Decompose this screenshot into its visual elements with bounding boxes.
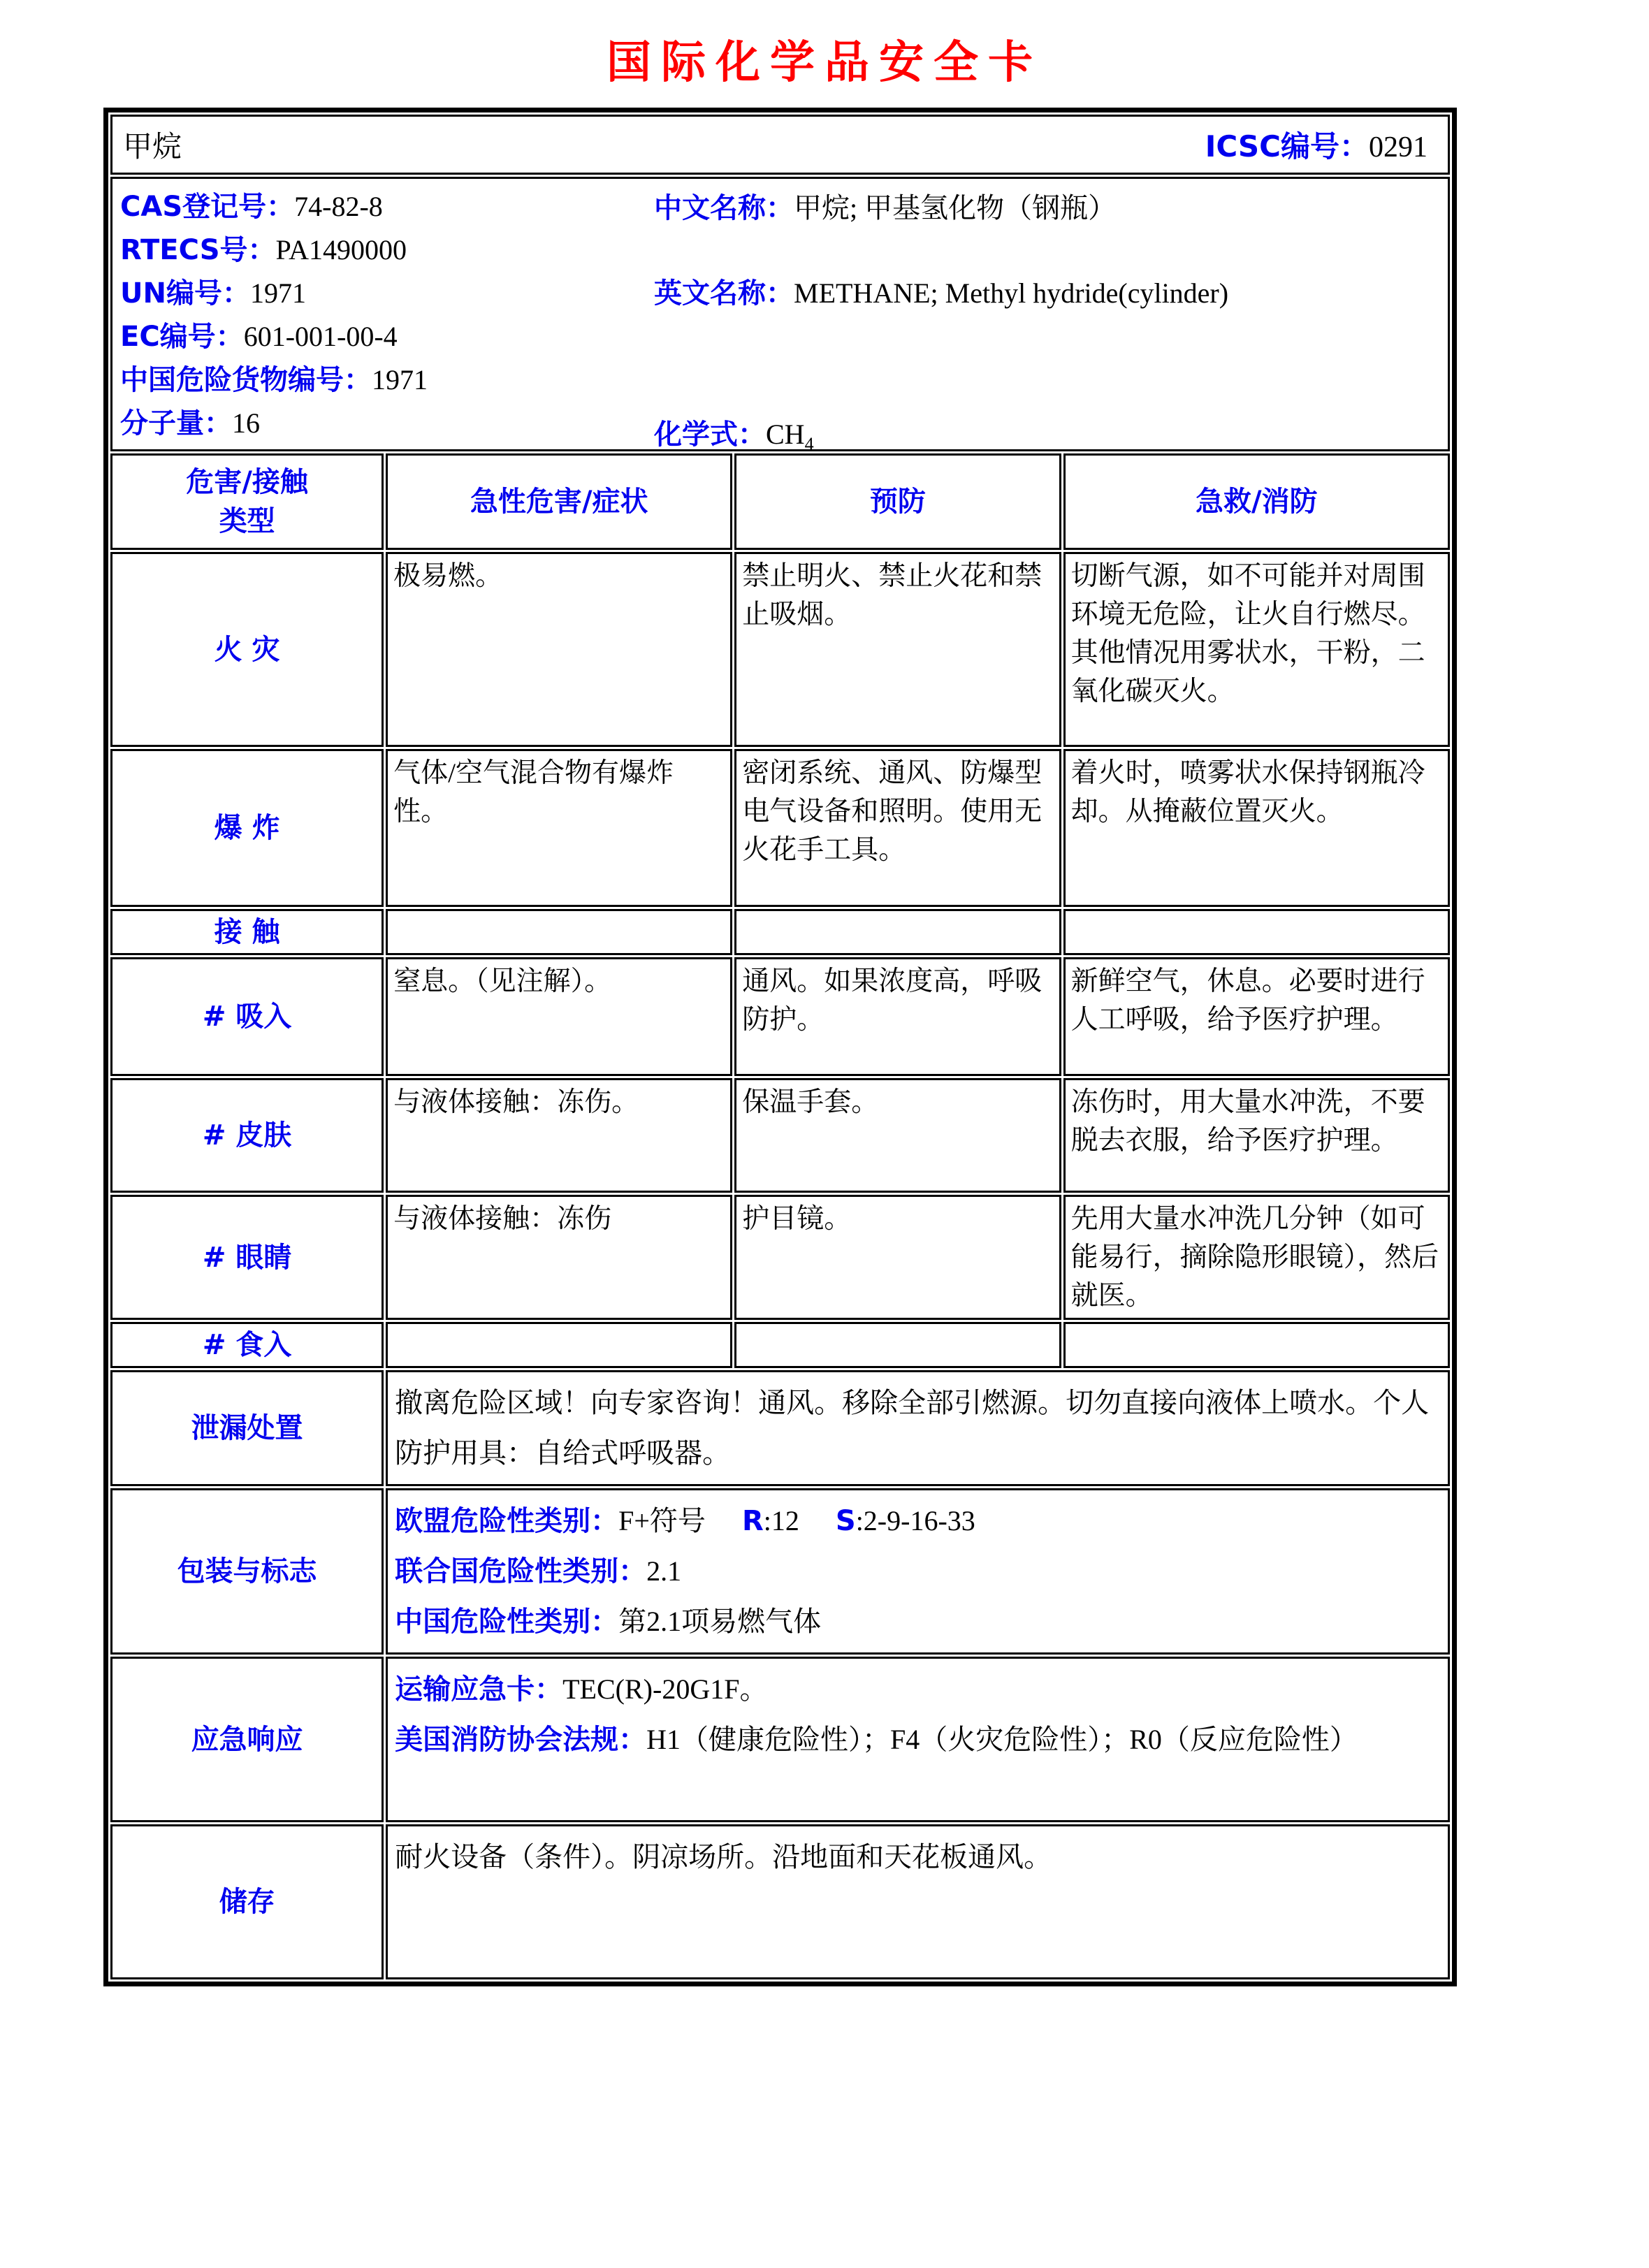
un-class-label: 联合国危险性类别： (395, 1555, 647, 1587)
eu-class-label: 欧盟危险性类别： (395, 1505, 619, 1537)
row-label-storage: 储存 (110, 1824, 384, 1979)
emergency-nfpa-line (395, 1715, 1441, 1765)
table-row-eyes (110, 1195, 1450, 1320)
table-row-inhalation (110, 957, 1450, 1076)
eyes-prevention-cell: 护目镜。 (734, 1195, 1061, 1320)
formula-value: $CH_4$ (766, 419, 814, 454)
row-label-explosion: 爆 炸 (110, 749, 384, 907)
cn-class-label: 中国危险性类别： (395, 1606, 619, 1638)
icsc-number (1205, 124, 1428, 166)
spill-content-cell: 撤离危险区域！向专家咨询！通风。移除全部引燃源。切勿直接向液体上喷水。个人防护用具：自给式呼吸器。 (386, 1370, 1450, 1486)
identifier-ec (120, 315, 1447, 358)
page-title: 国际化学品安全卡 (606, 37, 1043, 89)
identifier-label: UN编号： (120, 277, 250, 310)
ingestion-symptom-cell (386, 1322, 732, 1368)
emergency-content-cell (386, 1657, 1450, 1822)
table-row-contact (110, 909, 1450, 955)
chinese-name-value: 甲烷; 甲基氢化物（钢瓶） (794, 192, 1117, 224)
identifier-label: EC编号： (120, 321, 244, 353)
column-header-prevention: 预防 (734, 453, 1061, 550)
ingestion-prevention-cell (734, 1322, 1061, 1368)
chinese-name-line (654, 189, 1451, 228)
table-row-skin (110, 1078, 1450, 1193)
row-label-contact: 接 触 (110, 909, 384, 955)
row-label-inhalation: # 吸入 (110, 957, 384, 1076)
identifier-label: 中国危险货物编号： (120, 364, 372, 396)
column-header-first-aid: 急救/消防 (1063, 453, 1450, 550)
packaging-un-line (395, 1546, 1441, 1597)
formula-subscript: 4 (804, 434, 814, 454)
nfpa-label: 美国消防协会法规： (395, 1724, 647, 1756)
identifier-rtecs (120, 228, 1447, 272)
inhalation-symptom-cell: 窒息。（见注解）。 (386, 957, 732, 1076)
english-name-value: METHANE; Methyl hydride(cylinder) (794, 277, 1229, 309)
emergency-tec-line (395, 1664, 1441, 1715)
inhalation-prevention-cell: 通风。如果浓度高，呼吸防护。 (734, 957, 1061, 1076)
icsc-number-value: 0291 (1369, 131, 1428, 163)
info-row (110, 177, 1450, 451)
column-header-symptoms: 急性危害/症状 (386, 453, 732, 550)
r-phrase-value: :12 (763, 1505, 799, 1536)
packaging-eu-line (395, 1496, 1441, 1546)
identifier-value: 601-001-00-4 (243, 321, 398, 352)
tec-card-label: 运输应急卡： (395, 1673, 563, 1706)
row-label-fire: 火 灾 (110, 552, 384, 747)
fire-response-cell: 切断气源，如不可能并对周围环境无危险，让火自行燃尽。其他情况用雾状水，干粉，二氧化碳灭火。 (1063, 552, 1450, 747)
chinese-name-label: 中文名称： (654, 192, 794, 224)
info-cell (110, 177, 1450, 454)
r-phrase-label: R (741, 1505, 764, 1537)
row-label-emergency: 应急响应 (110, 1657, 384, 1822)
explosion-symptom-cell: 气体/空气混合物有爆炸性。 (386, 749, 732, 907)
identifier-label: CAS登记号： (120, 191, 295, 223)
contact-symptom-cell (386, 909, 732, 955)
identifier-value: PA1490000 (275, 234, 407, 266)
column-header-hazard-type: 危害/接触 类型 (110, 453, 384, 550)
icsc-document-page (0, 35, 1649, 2268)
identifier-label: 分子量： (120, 407, 232, 439)
hazard-header-row (110, 453, 1450, 550)
identifier-value: 74-82-8 (294, 191, 383, 222)
table-row-explosion (110, 749, 1450, 907)
fire-prevention-cell: 禁止明火、禁止火花和禁止吸烟。 (734, 552, 1061, 747)
table-row-fire (110, 552, 1450, 747)
s-phrase-value: :2-9-16-33 (855, 1505, 975, 1536)
row-label-packaging: 包装与标志 (110, 1488, 384, 1655)
table-row-storage (110, 1824, 1450, 1979)
s-phrase-label: S (835, 1505, 856, 1537)
storage-content-cell: 耐火设备（条件）。阴凉场所。沿地面和天花板通风。 (386, 1824, 1450, 1979)
identifier-cn-dangerous-goods (120, 358, 1447, 402)
table-row-packaging (110, 1488, 1450, 1655)
skin-symptom-cell: 与液体接触：冻伤。 (386, 1078, 732, 1193)
explosion-response-cell: 着火时，喷雾状水保持钢瓶冷却。从掩蔽位置灭火。 (1063, 749, 1450, 907)
formula-line (654, 415, 1451, 464)
substance-bar-cell (110, 115, 1450, 175)
explosion-prevention-cell: 密闭系统、通风、防爆型电气设备和照明。使用无火花手工具。 (734, 749, 1061, 907)
tec-card-value: TEC(R)-20G1F。 (562, 1673, 768, 1705)
formula-label: 化学式： (654, 419, 766, 451)
table-row-emergency (110, 1657, 1450, 1822)
eyes-symptom-cell: 与液体接触：冻伤 (386, 1195, 732, 1320)
table-row-ingestion (110, 1322, 1450, 1368)
identifier-value: 16 (232, 407, 260, 439)
icsc-number-label: ICSC编号： (1205, 129, 1369, 163)
substance-bar-row (110, 115, 1450, 175)
row-label-skin: # 皮肤 (110, 1078, 384, 1193)
english-name-label: 英文名称： (654, 277, 794, 310)
skin-prevention-cell: 保温手套。 (734, 1078, 1061, 1193)
identifier-value: 1971 (249, 277, 306, 309)
fire-symptom-cell: 极易燃。 (386, 552, 732, 747)
contact-response-cell (1063, 909, 1450, 955)
row-label-eyes: # 眼睛 (110, 1195, 384, 1320)
un-class-value: 2.1 (646, 1555, 682, 1587)
identifier-label: RTECS号： (120, 234, 276, 266)
nfpa-value: H1（健康危险性）；F4（火灾危险性）；R0（反应危险性） (646, 1724, 1358, 1755)
inhalation-response-cell: 新鲜空气，休息。必要时进行人工呼吸，给予医疗护理。 (1063, 957, 1450, 1076)
identifier-value: 1971 (372, 364, 428, 395)
table-row-spill (110, 1370, 1450, 1486)
safety-card-table (103, 108, 1457, 1986)
contact-prevention-cell (734, 909, 1061, 955)
english-name-line (654, 274, 1451, 313)
eu-class-value: F+符号 (618, 1505, 706, 1536)
row-label-spill: 泄漏处置 (110, 1370, 384, 1486)
packaging-content-cell (386, 1488, 1450, 1655)
cn-class-value: 第2.1项易燃气体 (618, 1606, 822, 1637)
eyes-response-cell: 先用大量水冲洗几分钟（如可能易行，摘除隐形眼镜），然后就医。 (1063, 1195, 1450, 1320)
packaging-cn-line (395, 1597, 1441, 1647)
substance-name: 甲烷 (123, 131, 182, 163)
skin-response-cell: 冻伤时，用大量水冲洗，不要脱去衣服，给予医疗护理。 (1063, 1078, 1450, 1193)
row-label-ingestion: # 食入 (110, 1322, 384, 1368)
ingestion-response-cell (1063, 1322, 1450, 1368)
